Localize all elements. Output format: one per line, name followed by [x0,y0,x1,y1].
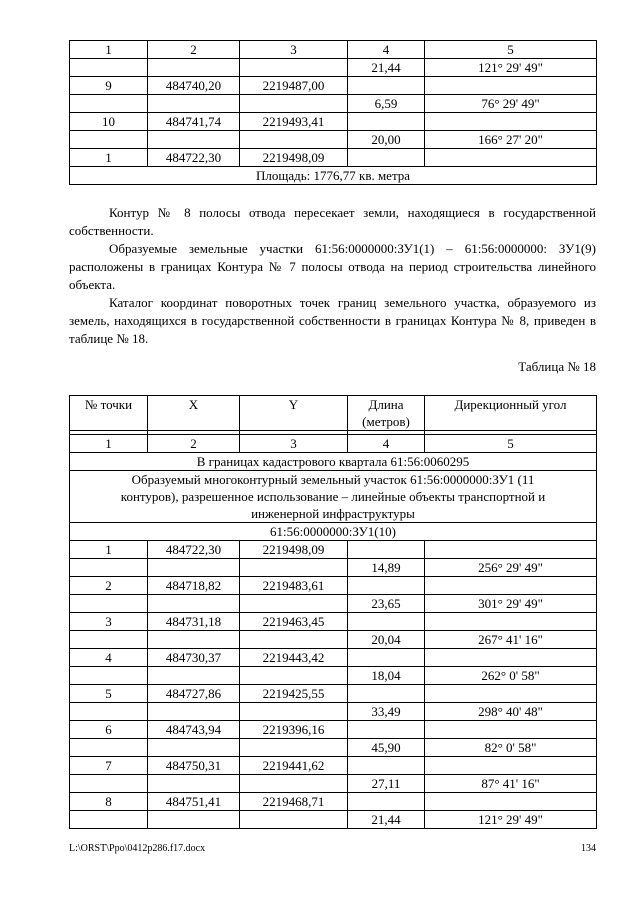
header-direction-angle: Дирекционный угол [425,396,597,431]
cell-angle: 121° 29' 49" [425,59,597,77]
cell-angle: 87° 41' 16" [425,775,597,793]
section-cadastral-quarter-label: В границах кадастрового квартала 61:56:0060295 [70,453,597,471]
cell-y [240,739,348,757]
cell-angle [425,113,597,131]
cell-x [148,775,240,793]
cell-point: 4 [70,649,148,667]
coordinates-table-18 [69,395,597,829]
cell-point: 7 [70,757,148,775]
cell-point [70,59,148,77]
cell-x [148,131,240,149]
paragraph-land-plots: Образуемые земельные участки 61:56:0000000:ЗУ1(1) – 61:56:0000000: ЗУ1(9) расположены в границах Контура № 7 полосы отвода на период строительства линейного объекта. [69,241,596,292]
cell-angle [425,541,597,559]
table-row [70,775,597,793]
cell-y: 2219468,71 [240,793,348,811]
cell-y [240,631,348,649]
col-number-4: 4 [348,41,425,59]
cell-length [348,77,425,95]
cell-x: 484722,30 [148,541,240,559]
cell-x: 484718,82 [148,577,240,595]
cell-angle [425,149,597,167]
cell-point [70,95,148,113]
cell-point [70,667,148,685]
table-row [70,757,597,775]
table-header-numbers [70,41,597,59]
cell-x [148,595,240,613]
cell-angle [425,577,597,595]
cell-angle [425,649,597,667]
table-row [70,703,597,721]
table-row [70,559,597,577]
cell-y [240,811,348,829]
cell-angle: 262° 0' 58" [425,667,597,685]
cell-point: 5 [70,685,148,703]
cell-length [348,613,425,631]
cell-y [240,131,348,149]
cell-y [240,95,348,113]
cell-point [70,811,148,829]
cell-y [240,703,348,721]
header-y: Y [240,396,348,431]
footer-file-path: L:\ORST\Ppo\0412p286.f17.docx [69,843,206,854]
cell-x: 484740,20 [148,77,240,95]
cell-point: 9 [70,77,148,95]
cell-y [240,59,348,77]
cell-x [148,703,240,721]
cell-angle: 76° 29' 49" [425,95,597,113]
cell-x [148,559,240,577]
cell-x [148,811,240,829]
cell-length [348,757,425,775]
cell-y: 2219487,00 [240,77,348,95]
table-row [70,577,597,595]
cell-length: 6,59 [348,95,425,113]
area-label: Площадь: 1776,77 кв. метра [70,167,597,185]
cell-x [148,95,240,113]
cell-point: 1 [70,541,148,559]
cell-y: 2219498,09 [240,541,348,559]
table-row [70,613,597,631]
col-number-1: 1 [70,435,148,453]
cell-length: 20,04 [348,631,425,649]
cell-y: 2219498,09 [240,149,348,167]
cell-point: 10 [70,113,148,131]
footer-page-number: 134 [581,843,596,854]
cell-angle: 301° 29' 49" [425,595,597,613]
cell-length [348,721,425,739]
cell-point [70,631,148,649]
cell-point: 3 [70,613,148,631]
cell-length [348,649,425,667]
area-row [70,167,597,185]
header-length: Длина (метров) [348,396,425,431]
table-row [70,113,597,131]
cell-length [348,793,425,811]
cell-y: 2219443,42 [240,649,348,667]
col-number-2: 2 [148,435,240,453]
table-row [70,631,597,649]
section-land-plot-label: Образуемый многоконтурный земельный участок 61:56:0000000:ЗУ1 (11 контуров), разрешенное использование – линейные объекты транспортной и инженерной инфраструктуры [70,471,597,523]
cell-x: 484722,30 [148,149,240,167]
cell-y: 2219493,41 [240,113,348,131]
cell-angle: 82° 0' 58" [425,739,597,757]
table-row [70,793,597,811]
cell-x [148,631,240,649]
cell-length [348,149,425,167]
table-row [70,685,597,703]
col-number-1: 1 [70,41,148,59]
cell-angle [425,757,597,775]
cell-x: 484730,37 [148,649,240,667]
cell-angle [425,685,597,703]
col-number-3: 3 [240,41,348,59]
table-row [70,649,597,667]
cell-x: 484741,74 [148,113,240,131]
cell-angle: 121° 29' 49" [425,811,597,829]
paragraph-catalog: Каталог координат поворотных точек границ земельного участка, образуемого из земель, находящихся в государственной собственности в границах Контура № 8, приведен в таблице № 18. [69,295,596,346]
cell-y: 2219396,16 [240,721,348,739]
table-row [70,77,597,95]
table-row [70,59,597,77]
cell-length: 33,49 [348,703,425,721]
cell-angle: 298° 40' 48" [425,703,597,721]
header-x: X [148,396,240,431]
table-row [70,811,597,829]
col-number-5: 5 [425,41,597,59]
table-row [70,541,597,559]
col-number-3: 3 [240,435,348,453]
table-row [70,595,597,613]
paragraph-contour-8: Контур № 8 полосы отвода пересекает земли, находящиеся в государственной собственности. [69,205,596,238]
cell-length [348,577,425,595]
cell-y: 2219463,45 [240,613,348,631]
cell-x: 484750,31 [148,757,240,775]
table-row [70,131,597,149]
section-land-plot [70,471,597,523]
col-number-4: 4 [348,435,425,453]
table-header [70,396,597,431]
cell-y: 2219441,62 [240,757,348,775]
cell-y: 2219425,55 [240,685,348,703]
table-row [70,667,597,685]
cell-angle [425,721,597,739]
cell-y [240,667,348,685]
table-header-numbers [70,435,597,453]
section-cadastral-quarter [70,453,597,471]
cell-point [70,775,148,793]
table-row [70,721,597,739]
cell-angle: 267° 41' 16" [425,631,597,649]
header-point-number: № точки [70,396,148,431]
cell-length: 20,00 [348,131,425,149]
cell-x [148,739,240,757]
cell-length: 14,89 [348,559,425,577]
cell-x: 484727,86 [148,685,240,703]
cell-point: 6 [70,721,148,739]
col-number-5: 5 [425,435,597,453]
table-row [70,149,597,167]
cell-y [240,595,348,613]
col-number-2: 2 [148,41,240,59]
cell-length: 27,11 [348,775,425,793]
cell-point [70,131,148,149]
cell-x: 484751,41 [148,793,240,811]
cell-angle [425,77,597,95]
cell-point [70,703,148,721]
table-row [70,739,597,757]
cell-angle: 256° 29' 49" [425,559,597,577]
cell-length [348,685,425,703]
cell-x [148,667,240,685]
cell-point [70,739,148,757]
cell-point: 2 [70,577,148,595]
cell-length: 21,44 [348,59,425,77]
cell-y [240,775,348,793]
cell-length [348,113,425,131]
cell-length: 21,44 [348,811,425,829]
cell-point [70,595,148,613]
cell-angle [425,793,597,811]
cell-angle: 166° 27' 20" [425,131,597,149]
cell-point [70,559,148,577]
table-row [70,95,597,113]
cell-x: 484731,18 [148,613,240,631]
cell-x [148,59,240,77]
coordinates-table-continued [69,40,597,185]
cell-y: 2219483,61 [240,577,348,595]
cell-length: 45,90 [348,739,425,757]
cell-point: 1 [70,149,148,167]
cell-y [240,559,348,577]
section-plot-id [70,523,597,541]
cell-x: 484743,94 [148,721,240,739]
table-caption: Таблица № 18 [518,359,596,374]
cell-length [348,541,425,559]
section-plot-id-label: 61:56:0000000:ЗУ1(10) [70,523,597,541]
cell-point: 8 [70,793,148,811]
cell-length: 23,65 [348,595,425,613]
cell-angle [425,613,597,631]
cell-length: 18,04 [348,667,425,685]
